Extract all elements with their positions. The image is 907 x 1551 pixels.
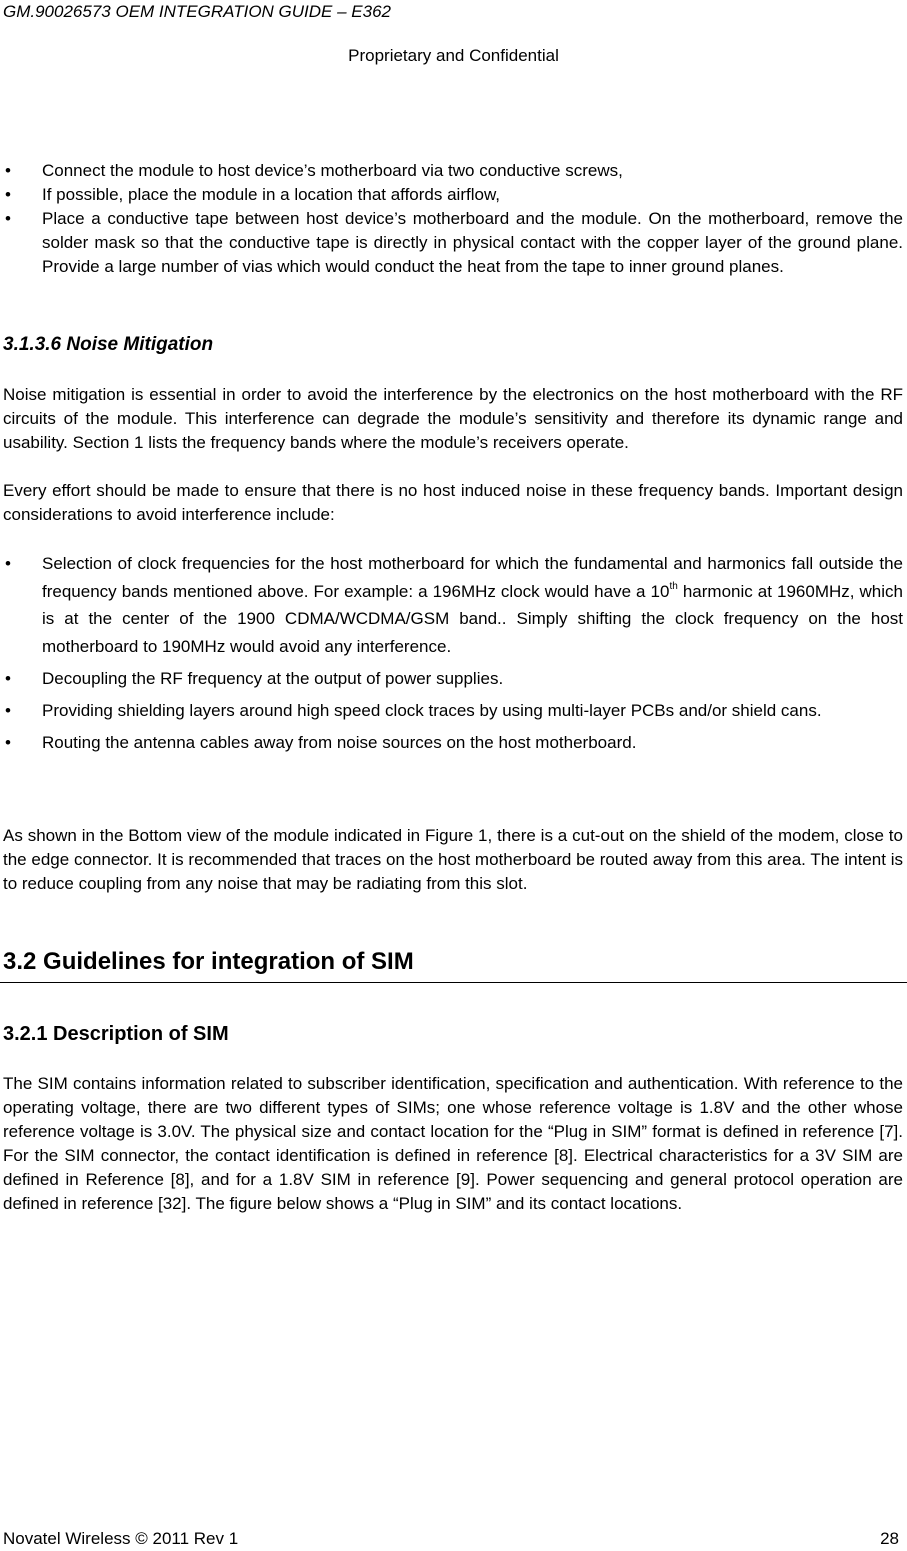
noise-paragraph-3: As shown in the Bottom view of the module indicated in Figure 1, there is a cut-out on the shield of the modem, close to the edge connector. It is recommended that traces on the host motherboard be routed away from this area. The intent is to reduce coupling from any noise that may be radiating from this slot. (3, 826, 903, 893)
bullet-text: harmonic at 1960MHz, which is at the center of the 1900 CDMA/WCDMA/GSM band.. Simply shifting the clock frequency on the host motherboard to 190MHz would avoid any interference. (42, 581, 903, 656)
subsection-heading-sim-description: 3.2.1 Description of SIM (3, 1023, 229, 1045)
bullet-text: Selection of clock frequencies for the host motherboard for which the fundamental and harmonics fall outside the frequency bands mentioned above. For example: a 196MHz clock would have a 10 (42, 554, 903, 601)
list-item (3, 550, 903, 660)
section-heading-noise-mitigation: 3.1.3.6 Noise Mitigation (3, 334, 214, 355)
noise-bullet-list (3, 550, 903, 756)
section-heading-sim-guidelines: 3.2 Guidelines for integration of SIM (3, 948, 414, 975)
document-title: GM.90026573 OEM INTEGRATION GUIDE – E362 (3, 2, 391, 21)
heading-rule (0, 982, 907, 983)
list-item: • Routing the antenna cables away from noise sources on the host motherboard. (3, 729, 903, 756)
list-item: • Providing shielding layers around high speed clock traces by using multi-layer PCBs and/or shield cans. (3, 697, 903, 724)
list-item: • Decoupling the RF frequency at the output of power supplies. (3, 665, 903, 692)
thermal-bullet-list (3, 159, 903, 279)
list-item: • If possible, place the module in a location that affords airflow, (3, 183, 903, 207)
confidentiality-notice: Proprietary and Confidential (348, 46, 559, 65)
noise-paragraph-2: Every effort should be made to ensure that there is no host induced noise in these frequency bands. Important design considerations to avoid interference include: (3, 481, 903, 524)
list-item: • Place a conductive tape between host device’s motherboard and the module. On the motherboard, remove the solder mask so that the conductive tape is directly in physical contact with the copper layer of the ground plane. Provide a large number of vias which would conduct the heat from the tape to inner ground planes. (3, 207, 903, 279)
superscript: th (669, 580, 678, 592)
sim-paragraph: The SIM contains information related to subscriber identification, specification and authentication. With reference to the operating voltage, there are two different types of SIMs; one whose reference voltage is 1.8V and the other whose reference voltage is 3.0V. The physical size and contact location for the “Plug in SIM” format is defined in reference [7]. For the SIM connector, the contact identification is defined in reference [8]. Electrical characteristics for a 3V SIM are defined in Reference [8], and for a 1.8V SIM in reference [9]. Power sequencing and general protocol operation are defined in reference [32]. The figure below shows a “Plug in SIM” and its contact locations. (3, 1074, 903, 1213)
page-number: 28 (880, 1529, 899, 1548)
list-item: • Connect the module to host device’s motherboard via two conductive screws, (3, 159, 903, 183)
footer-copyright: Novatel Wireless © 2011 Rev 1 (3, 1529, 239, 1548)
noise-paragraph-1: Noise mitigation is essential in order to avoid the interference by the electronics on the host motherboard with the RF circuits of the module. This interference can degrade the module’s sensitivity and therefore its dynamic range and usability. Section 1 lists the frequency bands where the module’s receivers operate. (3, 385, 903, 452)
